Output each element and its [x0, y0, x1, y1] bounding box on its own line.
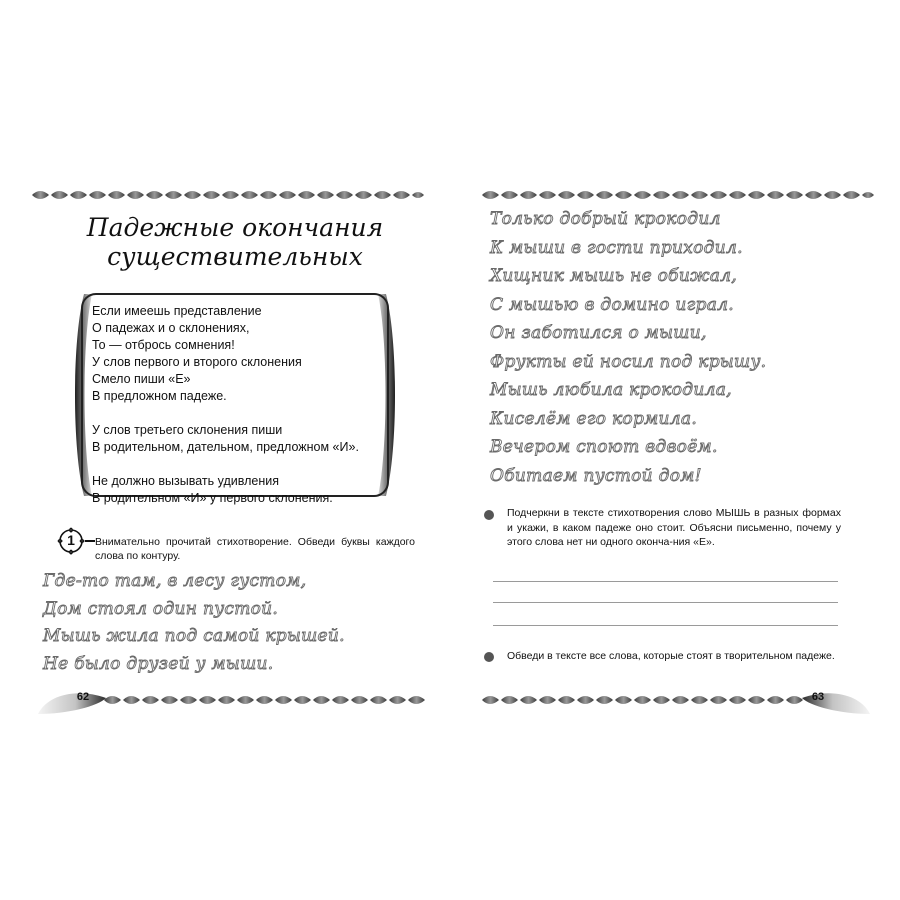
rule-line: То — отбрось сомнения! [92, 338, 235, 352]
answer-line[interactable] [493, 581, 838, 582]
task-number: 1 [67, 532, 75, 548]
tracing-line: Киселём его кормила. [490, 408, 698, 429]
tracing-line: Обитаем пустой дом! [490, 465, 702, 486]
tracing-line: Он заботился о мыши, [490, 323, 707, 343]
tracing-line: С мышью в домино играл. [490, 294, 734, 315]
rule-spacer [92, 405, 407, 422]
tracing-line: Вечером споют вдвоём. [490, 437, 718, 457]
rule-spacer [92, 456, 407, 473]
question-1: Подчеркни в тексте стихотворения слово МЫШЬ в разных формах и укажи, в каком падеже оно стоит. Объясни письменно, почему у этого слова нет ни одного оконча-ния «Е». [507, 507, 841, 548]
rule-line: Если имеешь представление [92, 304, 262, 318]
rule-line: В родительном, дательном, предложном «И». [92, 440, 359, 454]
rule-line: У слов третьего склонения пиши [92, 423, 283, 437]
tracing-line: Дом стоял один пустой. [43, 598, 279, 619]
rule-line: В родительном «И» у первого склонения. [92, 491, 333, 505]
tracing-line: Только добрый крокодил [490, 209, 721, 229]
bullet-icon [484, 510, 494, 520]
title-line-1: Падежные окончания [86, 213, 384, 242]
rule-line: Смело пиши «Е» [92, 372, 191, 386]
tracing-line: Хищник мышь не обижал, [490, 266, 737, 286]
task-number-badge [57, 527, 85, 555]
top-ornament-right [480, 184, 875, 206]
top-ornament-left [30, 184, 425, 206]
answer-line[interactable] [493, 602, 838, 603]
task-divider [85, 540, 95, 542]
title-line-2: существительных [107, 242, 363, 271]
tracing-line: Мышь жила под самой крышей. [43, 626, 345, 646]
tracing-line: Мышь любила крокодила, [490, 380, 732, 400]
bullet-icon [484, 652, 494, 662]
rule-line: О падежах и о склонениях, [92, 321, 250, 335]
task-instruction: Внимательно прочитай стихотворение. Обведи буквы каждого слова по контуру. [95, 536, 415, 562]
rule-line: У слов первого и второго склонения [92, 355, 302, 369]
tracing-line: К мыши в гости приходил. [490, 237, 743, 258]
rule-line: Не должно вызывать удивления [92, 474, 279, 488]
page-title [40, 213, 430, 271]
answer-line[interactable] [493, 625, 838, 626]
tracing-line: Не было друзей у мыши. [43, 653, 274, 674]
tracing-poem [43, 568, 345, 678]
question-2: Обведи в тексте все слова, которые стоят в творительном падеже. [507, 650, 835, 662]
page-number: 62 [76, 691, 90, 703]
tracing-line: Фрукты ей носил под крышу. [490, 351, 767, 372]
tracing-line: Где-то там, в лесу густом, [43, 571, 307, 591]
rule-line: В предложном падеже. [92, 389, 227, 403]
right-page [450, 0, 900, 900]
tracing-poem-continued [490, 205, 766, 490]
rule-text [92, 303, 407, 507]
page-number: 63 [811, 691, 825, 703]
